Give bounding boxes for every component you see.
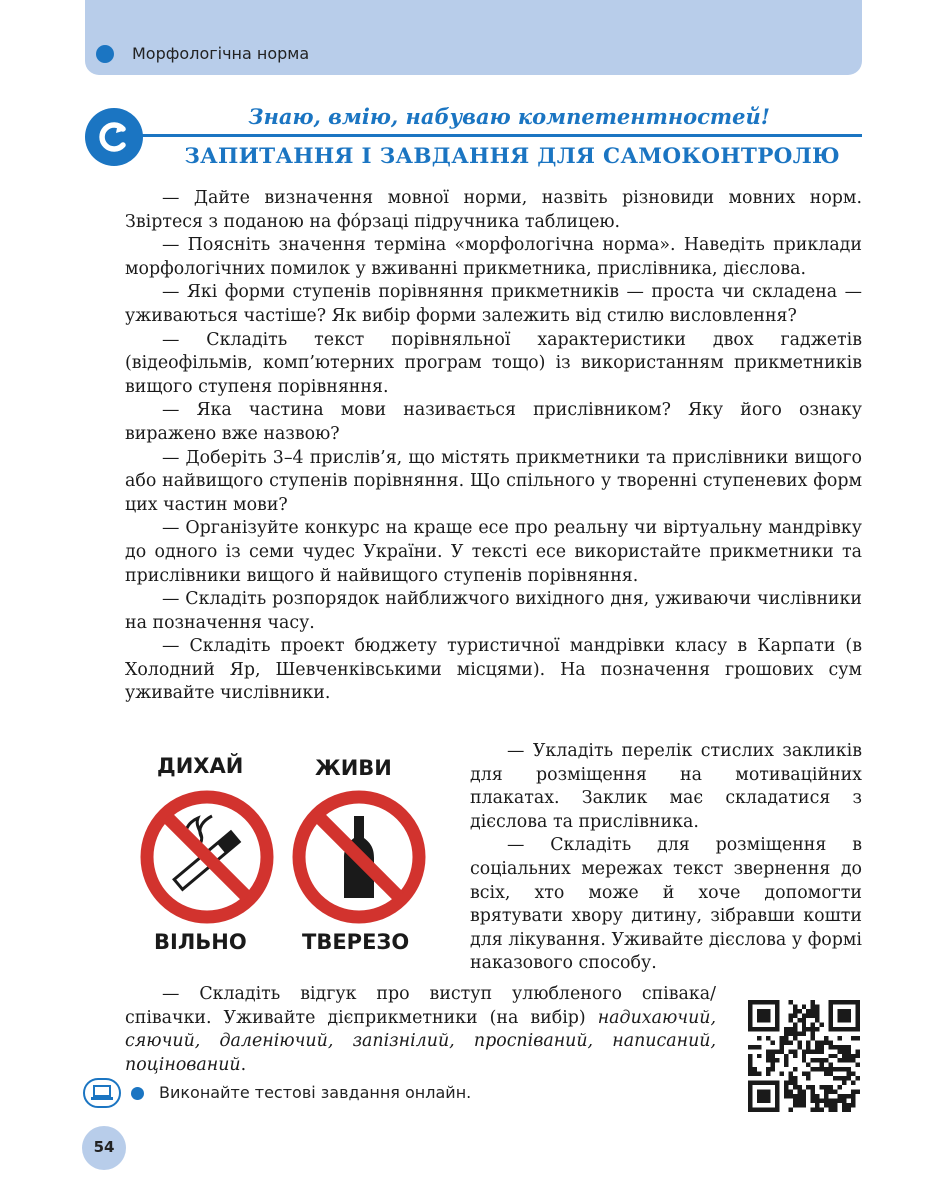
poster-word: ТВЕРЕЗО — [302, 930, 410, 954]
task-item: — Які форми ступенів порівняння прикметників — проста чи складена — уживаються частіше? Як вибір форми залежить від стилю висловлення? — [125, 282, 862, 326]
header-bullet-icon — [96, 45, 114, 63]
page-number: 54 — [93, 1138, 115, 1156]
task-item: — Дайте визначення мовної норми, назвіть різновиди мовних норм. Звіртеся з поданою на фо́рзаці підручника таблицею. — [125, 188, 862, 232]
task-item — [125, 983, 716, 1077]
task-item: — Укладіть перелік стислих закликів для розміщення на мотиваційних плакатах. Заклик має складатися з дієслова та прислівника. — [470, 741, 862, 832]
online-task-text: Виконайте тестові завдання онлайн. — [159, 1083, 472, 1102]
task-list — [125, 187, 862, 706]
section-title: ЗАПИТАННЯ І ЗАВДАННЯ ДЛЯ САМОКОНТРОЛЮ — [184, 144, 840, 169]
task-list-right — [470, 740, 862, 976]
online-bullet-icon — [131, 1087, 144, 1100]
section-motto: Знаю, вмію, набуваю компетентностей! — [248, 104, 770, 129]
poster-word: ВІЛЬНО — [154, 930, 247, 954]
section-rule — [140, 134, 862, 137]
task-item: — Складіть проект бюджету туристичної мандрівки класу в Карпати (в Холодний Яр, Шевченківськими місцями). На позначення грошових сум уживайте числівники. — [125, 636, 862, 704]
task-item: — Яка частина мови називається прислівником? Яку його ознаку виражено вже назвою? — [125, 400, 862, 444]
no-smoking-sign-icon — [136, 786, 278, 928]
task-item: — Складіть текст порівняльної характеристики двох гаджетів (відеофільмів, комп’ютерних програм тощо) із використанням прикметників вищого ступеня порівняння. — [125, 329, 862, 397]
qr-code[interactable] — [748, 1000, 860, 1112]
task-end: . — [240, 1054, 247, 1075]
header-band — [85, 0, 862, 75]
header-title: Морфологічна норма — [132, 44, 310, 63]
task-item: — Доберіть 3–4 прислів’я, що містять прикметники та прислівники вищого або найвищого ступенів порівняння. Що спільного у творенні ступеневих форм цих частин мови? — [125, 447, 862, 515]
task-examples: надихаючий, сяючий, даленіючий, запізнілий, проспіваний, написаний, поцінований — [125, 1007, 716, 1075]
task-item: — Складіть для розміщення в соціальних мережах текст звернення до всіх, хто може й хоче допомогти врятувати хвору дитину, зібравши кошти для лікування. Уживайте дієслова у формі наказового способу. — [470, 835, 862, 974]
task-text: — Складіть відгук про виступ улюбленого співака/співачки. Уживайте дієприкметники (на вибір) — [125, 984, 716, 1028]
motivational-posters — [132, 748, 432, 963]
task-item: — Складіть розпорядок найближчого вихідного дня, уживаючи числівники на позначення часу. — [125, 589, 862, 633]
no-alcohol-sign-icon — [288, 786, 430, 928]
task-list-bottom — [125, 983, 716, 1077]
self-control-icon — [85, 108, 143, 166]
poster-word: ДИХАЙ — [157, 754, 244, 778]
poster-word: ЖИВИ — [315, 756, 392, 780]
laptop-icon — [83, 1078, 121, 1108]
task-item: — Організуйте конкурс на краще есе про реальну чи віртуальну мандрівку до одного із семи чудес України. У тексті есе використайте прикметники та прислівники вищого й найвищого ступенів порівняння. — [125, 518, 862, 586]
task-item: — Поясніть значення терміна «морфологічна норма». Наведіть приклади морфологічних помилок у вживанні прикметника, прислівника, дієслова. — [125, 235, 862, 279]
